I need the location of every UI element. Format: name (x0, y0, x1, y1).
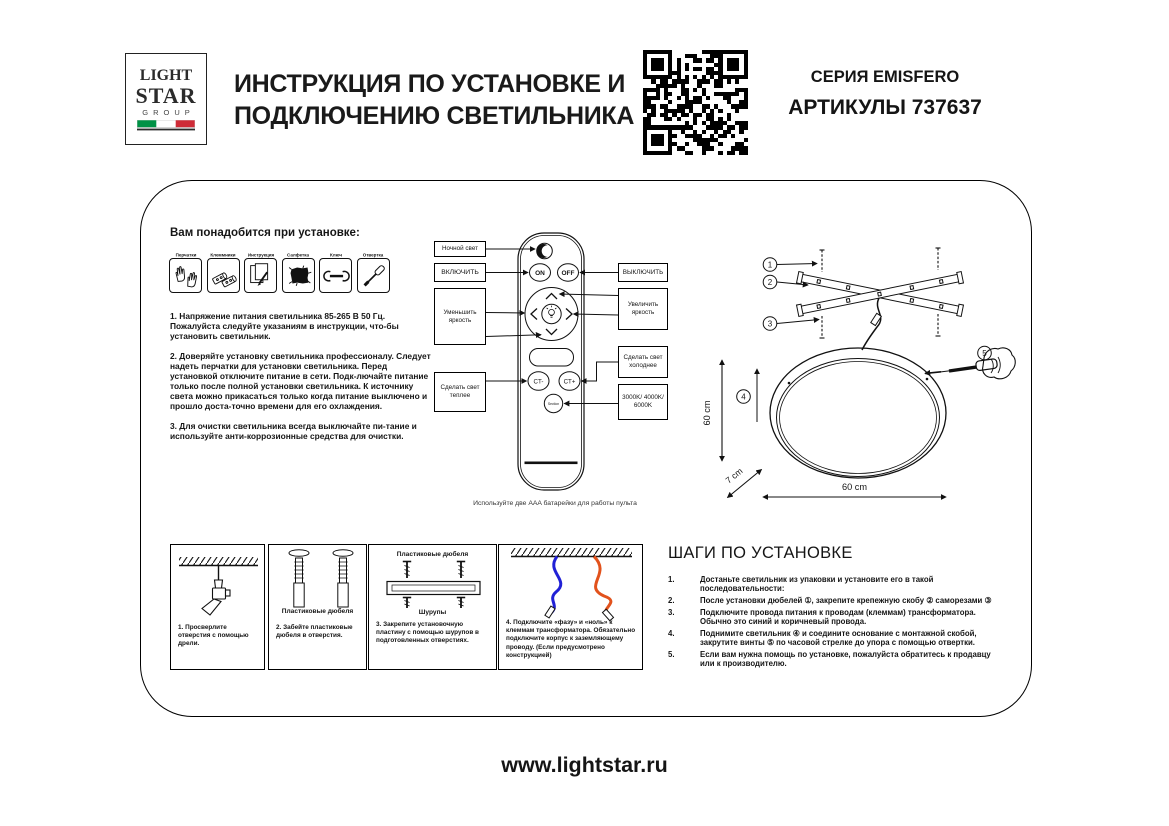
dowel-icon (333, 550, 353, 607)
warning-1: 1. Напряжение питания светильника 85-265 В 50 Гц. Пожалуйста следуйте указаниям в инструкции, что-бы установить светильник. (170, 311, 399, 341)
part-label-screws: Шурупы (418, 609, 447, 616)
dimension-lines (702, 360, 946, 498)
panel-caption: 2. Забейте пластиковые дюбеля в отверстия. (276, 624, 353, 640)
svg-text:3: 3 (767, 319, 773, 329)
tools-row (169, 247, 390, 293)
website-url: www.lightstar.ru (501, 753, 668, 777)
panel-caption: 1. Просверлите отверстия с помощью дрели. (178, 624, 249, 648)
mounting-diagram (700, 225, 1030, 525)
brightness-pad (525, 288, 578, 341)
label-colder: Сделать свет холоднее (618, 346, 668, 378)
install-panel-2 (268, 544, 367, 670)
tool-label: Ключ (329, 252, 342, 258)
warning-2: 2. Доверяйте установку светильника профессионалу. Следует надеть перчатки для установки светильника. Перед установкой отключите питание в сети. Подк-лючайте питание только после полной установки светильника. К источнику света можно прикасаться только когда питание выключено и прошло доста-точно времени для его охлаждения. (170, 351, 431, 411)
screw-icon (457, 562, 465, 579)
page-title (234, 68, 644, 132)
logo-line3: GROUP (142, 108, 195, 117)
series-name: СЕРИЯ EMISFERO (810, 68, 960, 86)
neutral-wire (551, 557, 561, 614)
step-text: После установки дюбелей ①, закрепите крепежную скобу ② саморезами ③ (700, 596, 992, 606)
drill-diagram (171, 545, 266, 623)
live-wire (594, 557, 611, 617)
terminals-icon (208, 259, 241, 292)
chevron-up-icon (546, 294, 557, 300)
night-light-button (537, 243, 553, 259)
label-brighten: Увеличить яркость (618, 288, 668, 330)
step-item (668, 596, 998, 605)
off-button (558, 264, 579, 281)
label-warmer: Сделать свет теплее (434, 372, 486, 412)
screwdriver-icon (358, 259, 391, 292)
tool-label: Салфетка (287, 252, 309, 258)
lightstar-logo (125, 53, 207, 145)
tool-label: Клеммники (210, 252, 236, 258)
screw-icon (403, 598, 411, 609)
logo-line2: STAR (135, 83, 197, 108)
svg-text:CT-: CT- (533, 378, 544, 386)
gloves-icon (170, 259, 203, 292)
part-label-dowels: Пластиковые дюбеля (396, 551, 469, 558)
tool-terminals (207, 247, 240, 293)
svg-text:ON: ON (535, 270, 545, 277)
italian-flag-icon (137, 120, 195, 131)
steps-heading: ШАГИ ПО УСТАНОВКЕ (668, 544, 853, 562)
wiring-diagram (499, 545, 644, 625)
step-item (668, 629, 998, 648)
bulb-icon (547, 306, 557, 318)
step-item (668, 575, 998, 594)
wrench-icon (320, 259, 353, 292)
label-kelvin: 3000K/ 4000K/ 6000K (618, 384, 668, 420)
svg-text:1: 1 (767, 260, 773, 270)
ceiling-hatch (179, 557, 258, 565)
step-text: Подключите провода питания к проводам (клеммам) трансформатора. Обычно это синий и коричневый провода. (700, 607, 976, 627)
svg-text:CT+: CT+ (563, 378, 576, 386)
svg-text:5: 5 (982, 348, 987, 358)
part-label-dowels: Пластиковые дюбеля (281, 608, 354, 615)
tool-gloves (169, 247, 202, 293)
dim-depth-label: 7 cm (723, 465, 745, 486)
step-number: 1. (668, 575, 675, 584)
mounting-bracket (797, 272, 964, 317)
blank-button (530, 349, 574, 367)
callout-lift (737, 369, 757, 422)
warning-3: 3. Для очистки светильника всегда выключайте пи-тание и используйте анти-коррозионные средства для очистки. (170, 421, 417, 441)
steps-list (668, 575, 998, 671)
pad-arrows (531, 294, 572, 335)
tool-label: Инструкция (247, 252, 274, 258)
leader-lines (486, 249, 618, 404)
lamp-body (770, 348, 946, 478)
dim-width-label: 60 cm (841, 482, 868, 492)
step-text: Если вам нужна помощь по установке, пожалуйста обратитесь к продавцу или к производителю. (700, 650, 991, 669)
dowel-icon (289, 550, 309, 607)
tool-napkin (282, 247, 315, 293)
step-number: 3. (668, 607, 675, 617)
callout-screw (925, 346, 1015, 379)
screw-icon (457, 598, 465, 609)
step-item (668, 608, 998, 627)
step-item (668, 650, 998, 669)
section-button (544, 394, 562, 412)
chevron-right-icon (566, 309, 572, 320)
page-title-line1: ИНСТРУКЦИЯ ПО УСТАНОВКЕ И (234, 70, 626, 98)
svg-text:2: 2 (767, 277, 773, 287)
install-panel-1 (170, 544, 265, 670)
install-panel-3 (368, 544, 497, 670)
label-power-off: ВЫКЛЮЧИТЬ (618, 263, 668, 282)
step-text: Поднимите светильник ④ и соедините основание с монтажной скобой, закрутите винты ⑤ по часовой стрелке до упора с помощью отвертки. (700, 628, 977, 648)
step-text: Достаньте светильник из упаковки и установите его в такой последовательности: (700, 575, 934, 594)
screw-icon (403, 562, 411, 579)
page-title-line2: ПОДКЛЮЧЕНИЮ СВЕТИЛЬНИКА (234, 102, 635, 130)
install-panel-4 (498, 544, 643, 670)
requirements-heading: Вам понадобится при установке: (170, 227, 360, 239)
svg-text:4: 4 (741, 392, 746, 402)
ct-minus-button (528, 372, 549, 391)
logo-line1: LIGHT (139, 67, 193, 84)
battery-note: Используйте две AAA батарейки для работы пульта (473, 500, 637, 507)
battery-cover-line (525, 462, 578, 465)
ceiling-hatch (511, 548, 632, 556)
panel-caption: 3. Закрепите установочную пластину с помощью шурупов в подготовленных отверстиях. (376, 621, 479, 645)
instruction-icon (245, 259, 278, 292)
article-number: АРТИКУЛЫ 737637 (788, 96, 982, 119)
callouts-bracket (763, 258, 819, 331)
tool-label: Перчатки (175, 252, 196, 258)
on-button (530, 264, 551, 281)
step-number: 4. (668, 628, 675, 638)
chevron-down-icon (546, 329, 557, 335)
label-power-on: ВКЛЮЧИТЬ (434, 263, 486, 282)
tool-label: Отвертка (362, 252, 384, 258)
dim-height-label: 60 cm (702, 400, 712, 426)
napkin-icon (283, 259, 316, 292)
chevron-left-icon (531, 309, 537, 320)
label-dim: Уменьшить яркость (434, 288, 486, 345)
label-night-light: Ночной свет (434, 241, 486, 257)
qr-code (643, 50, 748, 155)
wire-lug (545, 606, 555, 618)
panel-caption: 4. Подключите «фазу» и «ноль» к клеммам трансформатора. Обязательно подключите корпус к заземляющему проводу. (Если предусмотрено конструкцией) (506, 619, 636, 659)
step-number: 5. (668, 650, 675, 660)
tool-wrench (319, 247, 352, 293)
power-wire (862, 298, 881, 350)
tool-screwdriver (357, 247, 390, 293)
drill-icon (202, 566, 230, 616)
svg-text:OFF: OFF (561, 270, 575, 277)
tool-instruction (244, 247, 277, 293)
ct-plus-button (559, 372, 580, 391)
svg-text:Section: Section (547, 401, 560, 406)
safety-warnings (170, 311, 436, 451)
step-number: 2. (668, 596, 675, 606)
